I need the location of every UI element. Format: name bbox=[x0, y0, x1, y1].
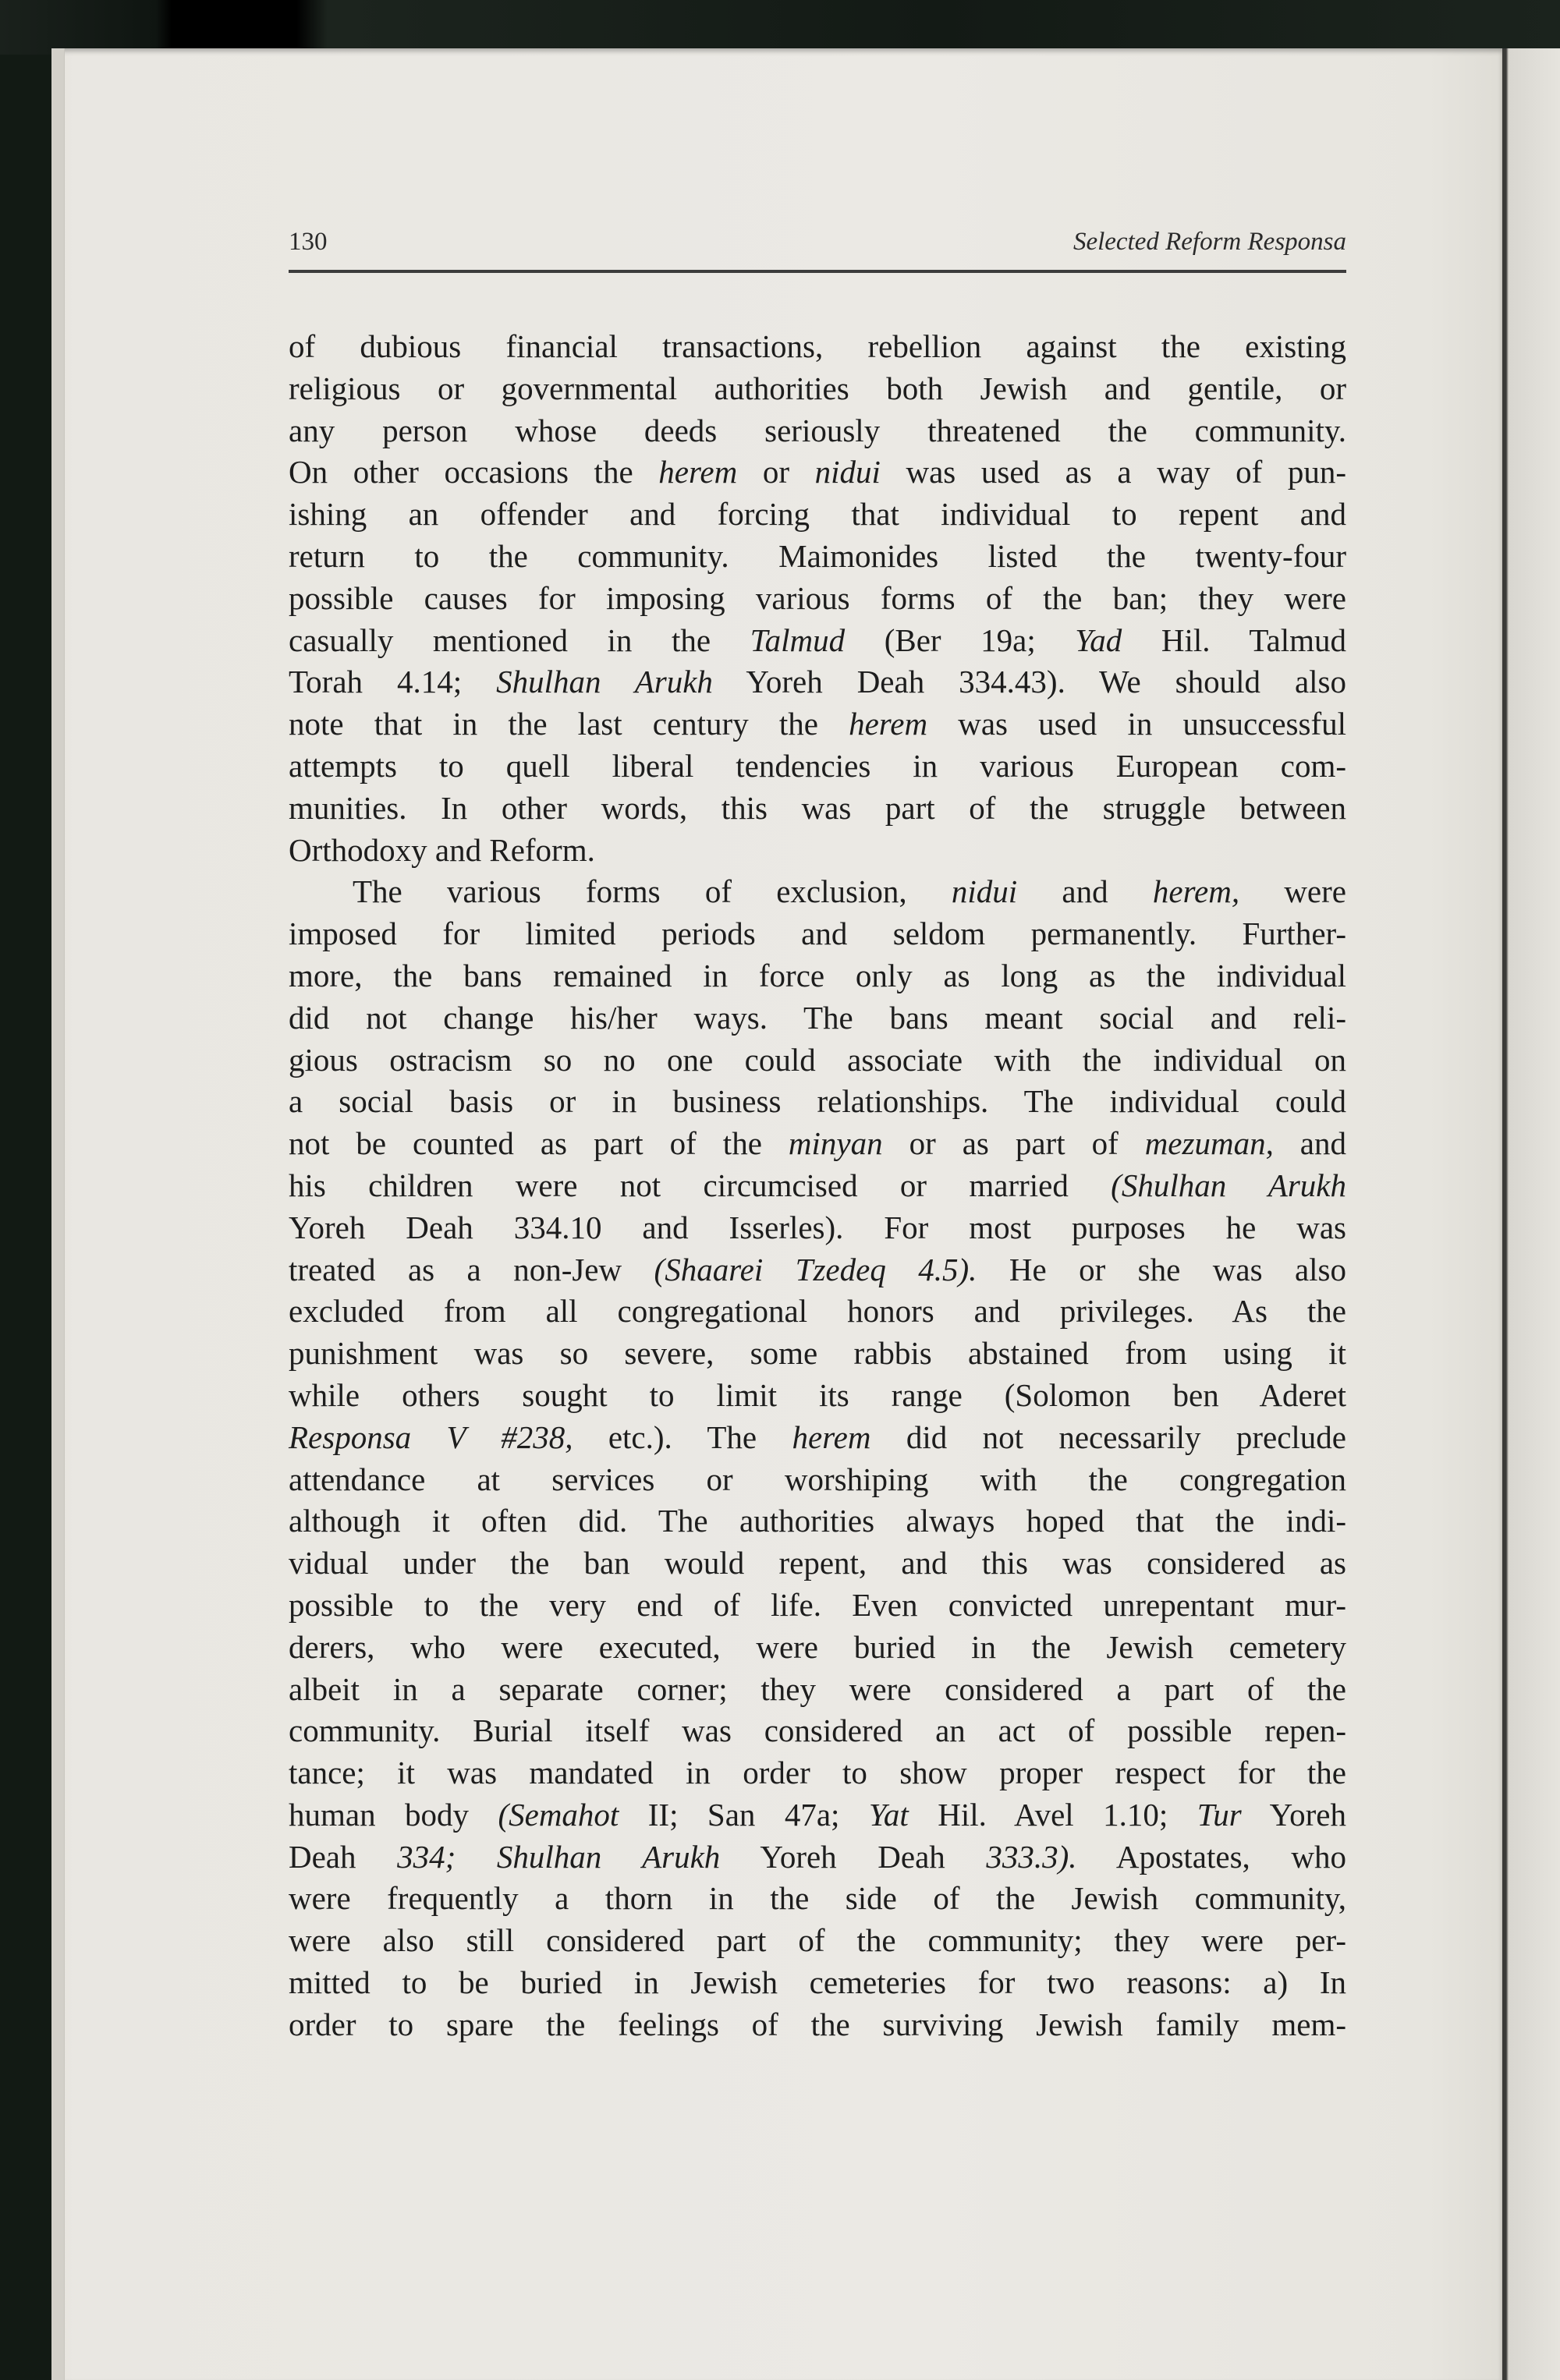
text-line bbox=[289, 830, 1346, 872]
text-line bbox=[289, 1710, 1346, 1752]
text-run: and bbox=[1273, 1125, 1347, 1162]
text-line bbox=[289, 368, 1346, 410]
text-line bbox=[289, 452, 1346, 494]
page-edge bbox=[51, 48, 65, 2380]
text-line bbox=[289, 746, 1346, 788]
text-run: or as part of bbox=[882, 1125, 1145, 1162]
italic-text: herem bbox=[658, 454, 738, 491]
text-line bbox=[289, 620, 1346, 662]
italic-text: Talmud bbox=[750, 622, 846, 658]
text-run: did not change his/her ways. The bans meant social and reli- bbox=[289, 999, 1346, 1036]
text-line bbox=[289, 871, 1346, 913]
text-line bbox=[289, 1039, 1346, 1082]
text-run: excluded from all congregational honors and privileges. As the bbox=[289, 1293, 1346, 1330]
text-run: did not necessarily preclude bbox=[870, 1418, 1346, 1455]
text-run: casually mentioned in the bbox=[289, 622, 750, 658]
text-line bbox=[289, 1752, 1346, 1794]
text-line bbox=[289, 1417, 1346, 1459]
italic-text: 333.3). bbox=[986, 1838, 1077, 1875]
text-run: Yoreh Deah 334.43). We should also bbox=[712, 664, 1346, 700]
paragraph bbox=[289, 871, 1346, 2045]
text-line bbox=[289, 1081, 1346, 1123]
text-line bbox=[289, 1669, 1346, 1711]
text-run: was used in unsuccessful bbox=[927, 706, 1346, 742]
italic-text: (Shaarei Tzedeq 4.5). bbox=[654, 1251, 977, 1287]
text-run: Torah 4.14; bbox=[289, 664, 497, 700]
text-run: Hil. Talmud bbox=[1122, 622, 1346, 658]
text-line bbox=[289, 1585, 1346, 1627]
text-run: human body bbox=[289, 1796, 498, 1833]
text-line bbox=[289, 788, 1346, 830]
text-run: Deah bbox=[289, 1838, 398, 1875]
text-line bbox=[289, 1627, 1346, 1669]
text-line bbox=[289, 1962, 1346, 2004]
scan-background bbox=[0, 0, 1560, 55]
paragraph bbox=[289, 326, 1346, 871]
text-line bbox=[289, 1123, 1346, 1165]
italic-text: Tur bbox=[1197, 1796, 1242, 1833]
text-run: his children were not circumcised or married bbox=[289, 1167, 1112, 1203]
italic-text: herem bbox=[792, 1418, 871, 1455]
text-line bbox=[289, 661, 1346, 703]
text-line bbox=[289, 1291, 1346, 1333]
text-run: Yoreh bbox=[1241, 1796, 1346, 1833]
text-run: (Ber 19a; bbox=[845, 622, 1076, 658]
text-run: or bbox=[737, 454, 815, 491]
text-run: mitted to be buried in Jewish cemeteries for two reasons: a) In bbox=[289, 1964, 1346, 2001]
text-run: albeit in a separate corner; they were considered a part of the bbox=[289, 1670, 1346, 1707]
text-run: imposed for limited periods and seldom permanently. Further- bbox=[289, 916, 1346, 952]
italic-text: (Semahot bbox=[498, 1796, 619, 1833]
running-title: Selected Reform Responsa bbox=[1072, 228, 1346, 256]
text-run: attendance at services or worshiping with the congregation bbox=[289, 1461, 1346, 1497]
text-run: Apostates, who bbox=[1076, 1838, 1346, 1875]
text-line bbox=[289, 913, 1346, 955]
text-run: order to spare the feelings of the surviving Jewish family mem- bbox=[289, 2006, 1346, 2042]
text-run: Yoreh Deah bbox=[720, 1838, 987, 1875]
text-line bbox=[289, 1165, 1346, 1207]
italic-text: Yad bbox=[1075, 622, 1122, 658]
text-run: II; San 47a; bbox=[619, 1796, 869, 1833]
text-line bbox=[289, 326, 1346, 368]
text-run: any person whose deeds seriously threatened the community. bbox=[289, 412, 1346, 448]
text-run: gious ostracism so no one could associate with the individual on bbox=[289, 1041, 1346, 1078]
text-line bbox=[289, 536, 1346, 578]
text-line bbox=[289, 1500, 1346, 1542]
text-run: munities. In other words, this was part of the struggle between bbox=[289, 789, 1346, 826]
text-run: not be counted as part of the bbox=[289, 1125, 789, 1162]
text-run: attempts to quell liberal tendencies in various European com- bbox=[289, 747, 1346, 784]
text-line bbox=[289, 997, 1346, 1039]
text-run: Orthodoxy and Reform. bbox=[289, 831, 595, 868]
body-text bbox=[289, 326, 1346, 2046]
text-run: derers, who were executed, were buried in the Jewish cemetery bbox=[289, 1628, 1346, 1665]
text-run: a social basis or in business relationships. The individual could bbox=[289, 1083, 1346, 1120]
text-line bbox=[289, 494, 1346, 536]
italic-text: herem bbox=[849, 706, 928, 742]
text-run: possible causes for imposing various forms of the ban; they were bbox=[289, 579, 1346, 616]
text-run: community. Burial itself was considered an act of possible repen- bbox=[289, 1712, 1346, 1749]
italic-text: mezuman, bbox=[1144, 1125, 1274, 1162]
adjacent-page-edge bbox=[1502, 48, 1560, 2380]
text-line bbox=[289, 1542, 1346, 1585]
text-line bbox=[289, 703, 1346, 746]
text-run: The various forms of exclusion, bbox=[353, 873, 952, 910]
text-run: religious or governmental authorities both Jewish and gentile, or bbox=[289, 370, 1346, 406]
italic-text: Yat bbox=[868, 1796, 909, 1833]
text-run: note that in the last century the bbox=[289, 706, 849, 742]
text-line bbox=[289, 1459, 1346, 1501]
text-run: tance; it was mandated in order to show proper respect for the bbox=[289, 1755, 1346, 1791]
text-line bbox=[289, 1249, 1346, 1291]
text-run: was used as a way of pun- bbox=[880, 454, 1347, 491]
text-run: Yoreh Deah 334.10 and Isserles). For most purposes he was bbox=[289, 1209, 1346, 1245]
text-line bbox=[289, 1375, 1346, 1417]
page-number: 130 bbox=[289, 228, 328, 256]
text-run: punishment was so severe, some rabbis abstained from using it bbox=[289, 1335, 1346, 1372]
text-run: On other occasions the bbox=[289, 454, 659, 491]
text-line bbox=[289, 955, 1346, 997]
text-run: were bbox=[1239, 873, 1346, 910]
italic-text: Responsa V #238, bbox=[289, 1418, 573, 1455]
italic-text: Shulhan Arukh bbox=[496, 664, 713, 700]
italic-text: nidui bbox=[814, 454, 881, 491]
text-line bbox=[289, 1836, 1346, 1879]
text-run: more, the bans remained in force only as long as the individual bbox=[289, 957, 1346, 993]
text-run: while others sought to limit its range (Solomon ben Aderet bbox=[289, 1376, 1346, 1413]
text-line bbox=[289, 1878, 1346, 1920]
text-run: ishing an offender and forcing that individual to repent and bbox=[289, 496, 1346, 533]
text-run: treated as a non-Jew bbox=[289, 1251, 654, 1287]
text-line bbox=[289, 1333, 1346, 1375]
italic-text: (Shulhan Arukh bbox=[1111, 1167, 1346, 1203]
italic-text: minyan bbox=[788, 1125, 883, 1162]
running-header bbox=[289, 228, 1346, 264]
text-run: and bbox=[1017, 873, 1153, 910]
text-line bbox=[289, 410, 1346, 452]
header-rule bbox=[289, 270, 1346, 273]
text-line bbox=[289, 578, 1346, 620]
text-run: although it often did. The authorities always hoped that the indi- bbox=[289, 1503, 1346, 1539]
text-run: vidual under the ban would repent, and this was considered as bbox=[289, 1545, 1346, 1581]
text-run: were frequently a thorn in the side of the Jewish community, bbox=[289, 1880, 1346, 1917]
text-line bbox=[289, 1794, 1346, 1836]
text-line bbox=[289, 1920, 1346, 1962]
italic-text: herem, bbox=[1152, 873, 1240, 910]
text-run: Hil. Avel 1.10; bbox=[908, 1796, 1197, 1833]
text-run: were also still considered part of the community; they were per- bbox=[289, 1922, 1346, 1959]
text-run: return to the community. Maimonides listed the twenty-four bbox=[289, 537, 1346, 574]
text-run: possible to the very end of life. Even convicted unrepentant mur- bbox=[289, 1586, 1346, 1623]
text-run: He or she was also bbox=[977, 1251, 1347, 1287]
text-run: etc.). The bbox=[573, 1418, 792, 1455]
italic-text: 334; Shulhan Arukh bbox=[397, 1838, 721, 1875]
text-run: of dubious financial transactions, rebellion against the existing bbox=[289, 328, 1346, 364]
text-line bbox=[289, 1207, 1346, 1249]
text-line bbox=[289, 2004, 1346, 2046]
italic-text: nidui bbox=[951, 873, 1018, 910]
